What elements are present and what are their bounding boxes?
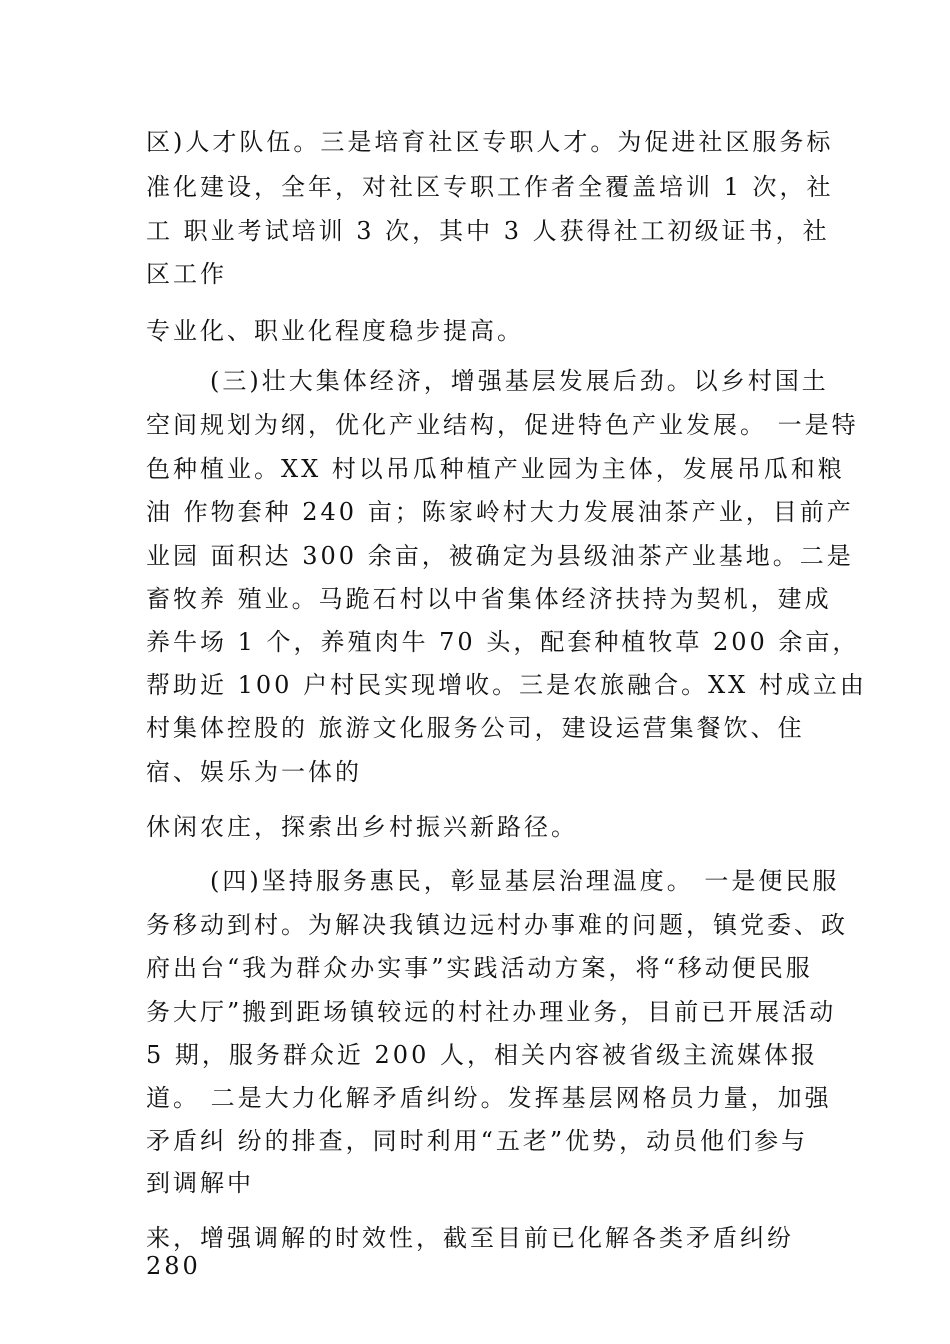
text-line: 油 作物套种 240 亩；陈家岭村大力发展油茶产业，目前产 [146,498,854,526]
text-line: 道。 二是大力化解矛盾纠纷。发挥基层网格员力量，加强 [146,1084,832,1112]
text-line: 务移动到村。为解决我镇边远村办事难的问题，镇党委、政 [146,911,848,939]
text-line: 业园 面积达 300 余亩，被确定为县级油茶产业基地。二是 [146,542,854,570]
text-line: 5 期，服务群众近 200 人，相关内容被省级主流媒体报 [146,1041,818,1069]
text-line: 准化建设，全年，对社区专职工作者全覆盖培训 1 次，社 [146,173,834,201]
text-line: 空间规划为纲，优化产业结构，促进特色产业发展。 一是特 [146,411,859,439]
text-line: 畜牧养 殖业。马跪石村以中省集体经济扶持为契机，建成 [146,585,832,613]
text-line: 区)人才队伍。三是培育社区专职人才。为促进社区服务标 [146,128,834,156]
section-heading-line: (四)坚持服务惠民，彰显基层治理温度。 一是便民服 [210,867,840,895]
text-line: 来，增强调解的时效性，截至目前已化解各类矛盾纠纷 [146,1224,794,1252]
text-line: 区工作 [146,260,227,288]
text-line: 村集体控股的 旅游文化服务公司，建设运营集餐饮、住 [146,714,805,742]
text-line: 工 职业考试培训 3 次，其中 3 人获得社工初级证书，社 [146,217,830,245]
text-line: 府出台“我为群众办实事”实践活动方案，将“移动便民服 [146,954,813,982]
text-line: 务大厅”搬到距场镇较远的村社办理业务，目前已开展活动 [146,998,837,1026]
text-line: 到调解中 [146,1169,254,1197]
text-line: 宿、娱乐为一体的 [146,758,362,786]
text-line: 矛盾纠 纷的排查，同时利用“五老”优势，动员他们参与 [146,1127,809,1155]
text-line: 休闲农庄，探索出乡村振兴新路径。 [146,813,578,841]
text-line: 280 [146,1252,201,1280]
section-heading-line: (三)壮大集体经济，增强基层发展后劲。以乡村国土 [210,367,829,395]
text-line: 色种植业。XX 村以吊瓜种植产业园为主体，发展吊瓜和粮 [146,455,845,483]
text-line: 帮助近 100 户村民实现增收。三是农旅融合。XX 村成立由 [146,671,867,699]
text-line: 专业化、职业化程度稳步提高。 [146,317,524,345]
text-line: 养牛场 1 个，养殖肉牛 70 头，配套种植牧草 200 余亩， [146,628,860,656]
